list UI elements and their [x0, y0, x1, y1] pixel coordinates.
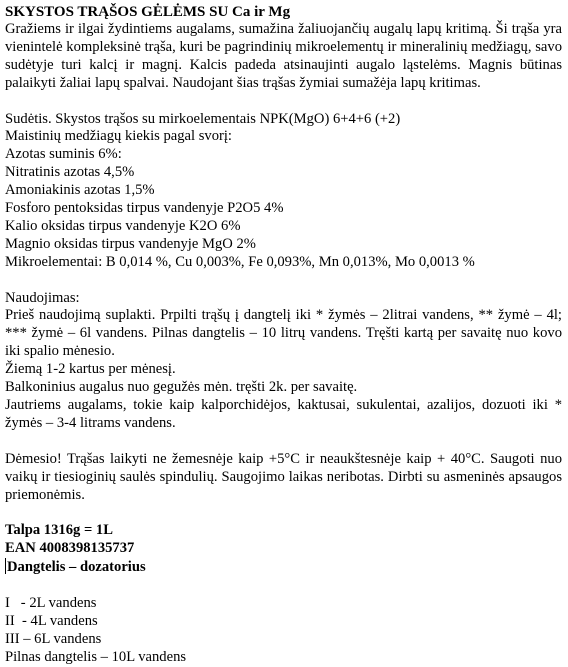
usage-section [5, 290, 562, 433]
document-page [5, 3, 562, 667]
composition-line: Magnio oksidas tirpus vandenyje MgO 2% [5, 235, 256, 252]
usage-winter-paragraph: Žiemą 1-2 kartus per mėnesį. [5, 361, 176, 378]
level-line: I - 2L vandens [5, 594, 97, 611]
composition-line: Maistinių medžiagų kiekis pagal svorį: [5, 128, 232, 145]
composition-line: Sudėtis. Skystos trąšos su mirkoelementais NPK(MgO) 6+4+6 (+2) [5, 110, 401, 127]
usage-measure-paragraph: Prieš naudojimą suplakti. Prpilti trąšų į dangtelį iki * žymės – 2litrai vandens, ** žymė – 4l; *** žymė – 6l vandens. Pilnas dangtelis – 10 litrų vandens. Tręšti kartą per savaitę nuo kovo iki spalio mėnesio. [5, 307, 562, 360]
level-line: II - 4L vandens [5, 612, 98, 629]
composition-line: Nitratinis azotas 4,5% [5, 164, 135, 181]
intro-paragraph: Gražiems ir ilgai žydintiems augalams, sumažina žaliuojančių augalų lapų kritimą. Ši trąša yra vienintelė kompleksinė trąša, kuri be pagrindinių mikroelementų ir mineralinių medžiagų, savo sudėtyje turi kalcį ir magnį. Kalcis padeda atsinaujinti augalo ląstelėms. Magnis būtinas palaikyti žaliai lapų spalvai. Naudojant šias trąšas žymiai sumažėja lapų kritimas. [5, 21, 562, 91]
spacer [5, 272, 562, 290]
spacer [5, 577, 562, 595]
package-volume: Talpa 1316g = 1L [5, 522, 113, 539]
package-cap-line [5, 558, 562, 577]
composition-line: Mikroelementai: B 0,014 %, Cu 0,003%, Fe 0,093%, Mn 0,013%, Mo 0,0013 % [5, 253, 475, 270]
usage-sensitive-paragraph: Jautriems augalams, tokie kaip kalporchidėjos, kaktusai, sukulentai, azalijos, dozuoti iki * žymės – 3-4 litrams vandens. [5, 397, 562, 431]
level-line: III – 6L vandens [5, 630, 102, 647]
spacer [5, 504, 562, 522]
composition-line: Azotas suminis 6%: [5, 146, 122, 163]
text-cursor [5, 558, 6, 574]
package-section [5, 522, 562, 577]
composition-line: Kalio oksidas tirpus vandenyje K2O 6% [5, 217, 241, 234]
package-cap: Dangtelis – dozatorius [7, 559, 146, 576]
spacer [5, 93, 562, 111]
spacer [5, 433, 562, 451]
composition-line: Amoniakinis azotas 1,5% [5, 182, 155, 199]
package-ean: EAN 4008398135737 [5, 540, 135, 557]
level-line: Pilnas dangtelis – 10L vandens [5, 648, 187, 665]
document-title: SKYSTOS TRĄŠOS GĖLĖMS SU Ca ir Mg [5, 4, 291, 20]
levels-section [5, 595, 562, 667]
warning-paragraph: Dėmesio! Trąšas laikyti ne žemesnėje kaip +5°C ir neaukštesnėje kaip + 40°C. Saugoti nuo vaikų ir tiesioginių saulės spindulių. Saugojimo laikas neribotas. Dirbti su asmeninės apsaugos priemonėmis. [5, 450, 562, 503]
composition-section [5, 111, 562, 272]
usage-balcony-paragraph: Balkoninius augalus nuo gegužės mėn. tręšti 2k. per savaitę. [5, 379, 358, 396]
usage-heading: Naudojimas: [5, 289, 80, 306]
composition-line: Fosforo pentoksidas tirpus vandenyje P2O5 4% [5, 200, 284, 217]
